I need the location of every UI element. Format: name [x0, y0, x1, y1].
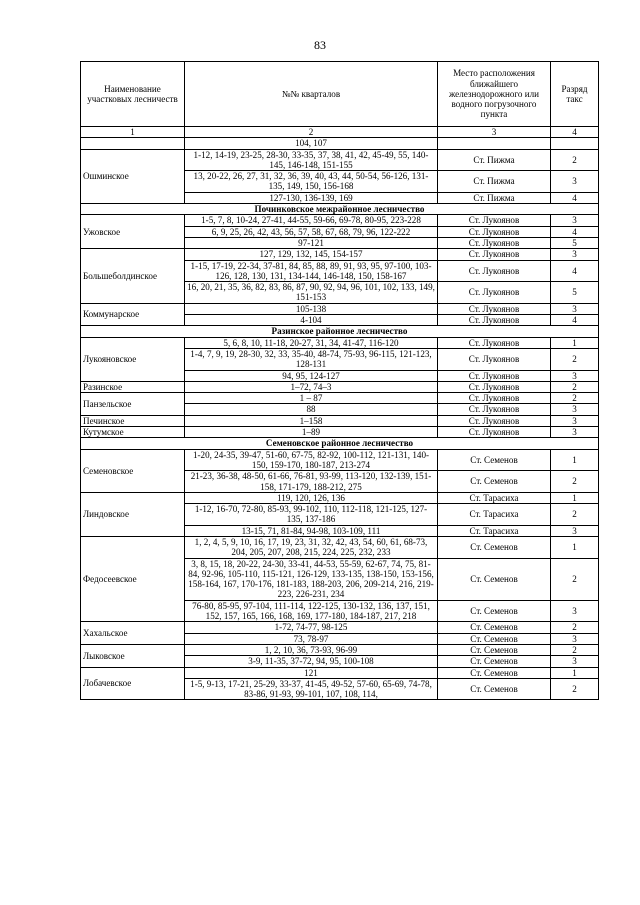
rank-cell: 5	[551, 282, 599, 304]
section-title: Починковское межрайонное лесничество	[81, 204, 599, 215]
table-row	[81, 644, 599, 655]
column-number: 2	[185, 127, 438, 138]
station-cell: Ст. Лукоянов	[438, 393, 551, 404]
quarters-cell: 3, 8, 15, 18, 20-22, 24-30, 33-41, 44-53, 55-59, 62-67, 74, 75, 81-84, 92-96, 105-110, 115-121, 126-129, 133-135, 138-150, 153-156, 158-164, 167, 170-176, 181-183, 188-203, 206, 209-214, 216, 219-223, 226-231, 234	[185, 558, 438, 600]
station-cell: Ст. Лукоянов	[438, 303, 551, 314]
rank-cell: 3	[551, 656, 599, 667]
rank-cell: 1	[551, 337, 599, 348]
station-cell: Ст. Лукоянов	[438, 337, 551, 348]
station-cell: Ст. Семенов	[438, 678, 551, 700]
area-name-cell: Разинское	[81, 381, 185, 392]
station-cell: Ст. Лукоянов	[438, 381, 551, 392]
rank-cell: 1	[551, 492, 599, 503]
section-row	[81, 326, 599, 337]
section-title: Разинское районное лесничество	[81, 326, 599, 337]
rank-cell: 2	[551, 393, 599, 404]
station-cell: Ст. Семенов	[438, 558, 551, 600]
quarters-cell: 121	[185, 667, 438, 678]
area-name-cell: Коммунарское	[81, 303, 185, 326]
area-name-cell: Хахальское	[81, 622, 185, 645]
station-cell: Ст. Лукоянов	[438, 315, 551, 326]
area-name-cell: Семеновское	[81, 449, 185, 492]
station-cell: Ст. Тарасиха	[438, 525, 551, 536]
rank-cell: 3	[551, 249, 599, 260]
rank-cell: 3	[551, 404, 599, 415]
station-cell: Ст. Семенов	[438, 600, 551, 622]
area-name-cell: Печинское	[81, 415, 185, 426]
quarters-cell: 1–72, 74–3	[185, 381, 438, 392]
quarters-cell: 3-9, 11-35, 37-72, 94, 95, 100-108	[185, 656, 438, 667]
quarters-cell: 119, 120, 126, 136	[185, 492, 438, 503]
quarters-cell: 1-12, 16-70, 72-80, 85-93, 99-102, 110, 112-118, 121-125, 127-135, 137-186	[185, 504, 438, 526]
quarters-cell: 94, 95, 124-127	[185, 370, 438, 381]
station-cell: Ст. Лукоянов	[438, 249, 551, 260]
station-cell: Ст. Семенов	[438, 622, 551, 633]
quarters-cell: 88	[185, 404, 438, 415]
station-cell: Ст. Лукоянов	[438, 226, 551, 237]
station-cell: Ст. Пижма	[438, 149, 551, 171]
station-cell: Ст. Пижма	[438, 171, 551, 193]
station-cell: Ст. Лукоянов	[438, 370, 551, 381]
table-row	[81, 415, 599, 426]
quarters-cell: 127, 129, 132, 145, 154-157	[185, 249, 438, 260]
quarters-cell: 1–158	[185, 415, 438, 426]
table-header-row	[81, 62, 599, 127]
area-name-cell: Ошминское	[81, 149, 185, 203]
quarters-cell: 127-130, 136-139, 169	[185, 192, 438, 203]
area-name-cell	[81, 138, 185, 149]
quarters-cell: 1, 2, 4, 5, 9, 10, 16, 17, 19, 23, 31, 32, 42, 43, 54, 60, 61, 68-73, 204, 205, 207, 208, 215, 224, 225, 232, 233	[185, 536, 438, 558]
quarters-cell: 1-20, 24-35, 39-47, 51-60, 67-75, 82-92, 100-112, 121-131, 140-150, 159-170, 180-187, 213-274	[185, 449, 438, 471]
table-row	[81, 622, 599, 633]
area-name-cell: Линдовское	[81, 492, 185, 536]
rank-cell: 3	[551, 633, 599, 644]
quarters-cell: 73, 78-97	[185, 633, 438, 644]
rank-cell: 2	[551, 348, 599, 370]
station-cell: Ст. Лукоянов	[438, 348, 551, 370]
quarters-cell: 4-104	[185, 315, 438, 326]
station-cell: Ст. Лукоянов	[438, 215, 551, 226]
table-row	[81, 667, 599, 678]
quarters-cell: 97-121	[185, 237, 438, 248]
rank-cell: 4	[551, 315, 599, 326]
rank-cell: 3	[551, 427, 599, 438]
quarters-cell: 1-72, 74-77, 98-125	[185, 622, 438, 633]
rank-cell: 5	[551, 237, 599, 248]
table-row	[81, 492, 599, 503]
table-row	[81, 249, 599, 260]
rank-cell: 3	[551, 415, 599, 426]
rank-cell: 3	[551, 215, 599, 226]
area-name-cell: Федосеевское	[81, 536, 185, 621]
column-number: 3	[438, 127, 551, 138]
station-cell: Ст. Семенов	[438, 449, 551, 471]
table-row	[81, 536, 599, 558]
table-row	[81, 138, 599, 149]
quarters-cell: 21-23, 36-38, 48-50, 61-66, 76-81, 93-99, 113-120, 132-139, 151-158, 171-179, 188-212, 275	[185, 471, 438, 493]
rank-cell: 4	[551, 192, 599, 203]
quarters-cell: 1–89	[185, 427, 438, 438]
rank-cell: 3	[551, 600, 599, 622]
table-row	[81, 393, 599, 404]
rank-cell: 1	[551, 449, 599, 471]
page-number: 83	[314, 38, 326, 52]
table-row	[81, 149, 599, 171]
area-name-cell: Ужовское	[81, 215, 185, 249]
station-cell: Ст. Лукоянов	[438, 282, 551, 304]
section-title: Семеновское районное лесничество	[81, 438, 599, 449]
rank-cell: 3	[551, 370, 599, 381]
column-number: 4	[551, 127, 599, 138]
rank-cell: 2	[551, 504, 599, 526]
area-name-cell: Большеболдинское	[81, 249, 185, 303]
station-cell: Ст. Лукоянов	[438, 260, 551, 282]
quarters-cell: 1, 2, 10, 36, 73-93, 96-99	[185, 644, 438, 655]
quarters-cell: 1-12, 14-19, 23-25, 28-30, 33-35, 37, 38, 41, 42, 45-49, 55, 140-145, 146-148, 151-155	[185, 149, 438, 171]
rank-cell	[551, 138, 599, 149]
rank-cell: 3	[551, 303, 599, 314]
station-cell: Ст. Тарасиха	[438, 492, 551, 503]
station-cell: Ст. Лукоянов	[438, 404, 551, 415]
table-row	[81, 215, 599, 226]
rank-cell: 2	[551, 678, 599, 700]
quarters-cell: 16, 20, 21, 35, 36, 82, 83, 86, 87, 90, 92, 94, 96, 101, 102, 133, 149, 151-153	[185, 282, 438, 304]
section-row	[81, 204, 599, 215]
header-area-name: Наименование участковых лесничеств	[81, 62, 185, 127]
station-cell: Ст. Лукоянов	[438, 415, 551, 426]
station-cell: Ст. Семенов	[438, 667, 551, 678]
quarters-cell: 76-80, 85-95, 97-104, 111-114, 122-125, 130-132, 136, 137, 151, 152, 157, 165, 166, 168, 169, 177-180, 184-187, 217, 218	[185, 600, 438, 622]
area-name-cell: Кутумское	[81, 427, 185, 438]
rank-cell: 4	[551, 260, 599, 282]
table-row	[81, 427, 599, 438]
rank-cell: 4	[551, 226, 599, 237]
station-cell: Ст. Семенов	[438, 644, 551, 655]
rank-cell: 2	[551, 644, 599, 655]
station-cell: Ст. Тарасиха	[438, 504, 551, 526]
quarters-cell: 104, 107	[185, 138, 438, 149]
area-name-cell: Лыковское	[81, 644, 185, 667]
station-cell: Ст. Лукоянов	[438, 237, 551, 248]
header-quarters: №№ кварталов	[185, 62, 438, 127]
station-cell: Ст. Семенов	[438, 471, 551, 493]
station-cell	[438, 138, 551, 149]
table-row	[81, 337, 599, 348]
column-number-row	[81, 127, 599, 138]
station-cell: Ст. Пижма	[438, 192, 551, 203]
table-row	[81, 381, 599, 392]
area-name-cell: Лобачевское	[81, 667, 185, 700]
rank-cell: 2	[551, 558, 599, 600]
section-row	[81, 438, 599, 449]
area-name-cell: Лукояновское	[81, 337, 185, 381]
station-cell: Ст. Семенов	[438, 536, 551, 558]
rank-cell: 2	[551, 381, 599, 392]
quarters-cell: 1-5, 9-13, 17-21, 25-29, 33-37, 41-45, 49-52, 57-60, 65-69, 74-78, 83-86, 91-93, 99-101, 107, 108, 114,	[185, 678, 438, 700]
rank-cell: 2	[551, 149, 599, 171]
rank-cell: 3	[551, 525, 599, 536]
area-name-cell: Панзельское	[81, 393, 185, 416]
table-row	[81, 449, 599, 471]
quarters-cell: 5, 6, 8, 10, 11-18, 20-27, 31, 34, 41-47, 116-120	[185, 337, 438, 348]
quarters-table	[80, 61, 599, 700]
header-tax-rank: Разряд такс	[551, 62, 599, 127]
quarters-cell: 6, 9, 25, 26, 42, 43, 56, 57, 58, 67, 68, 79, 96, 122-222	[185, 226, 438, 237]
header-loading-point: Место расположения ближайшего железнодорожного или водного погрузочного пункта	[438, 62, 551, 127]
rank-cell: 2	[551, 622, 599, 633]
quarters-cell: 13, 20-22, 26, 27, 31, 32, 36, 39, 40, 43, 44, 50-54, 56-126, 131-135, 149, 150, 156-168	[185, 171, 438, 193]
column-number: 1	[81, 127, 185, 138]
station-cell: Ст. Семенов	[438, 633, 551, 644]
quarters-cell: 1-5, 7, 8, 10-24, 27-41, 44-55, 59-66, 69-78, 80-95, 223-228	[185, 215, 438, 226]
rank-cell: 2	[551, 471, 599, 493]
station-cell: Ст. Лукоянов	[438, 427, 551, 438]
quarters-cell: 1 – 87	[185, 393, 438, 404]
rank-cell: 3	[551, 171, 599, 193]
quarters-cell: 105-138	[185, 303, 438, 314]
quarters-cell: 1-15, 17-19, 22-34, 37-81, 84, 85, 88, 89, 91, 93, 95, 97-100, 103-126, 128, 130, 131, 134-144, 146-148, 150, 158-167	[185, 260, 438, 282]
station-cell: Ст. Семенов	[438, 656, 551, 667]
quarters-cell: 1-4, 7, 9, 19, 28-30, 32, 33, 35-40, 48-74, 75-93, 96-115, 121-123, 128-131	[185, 348, 438, 370]
rank-cell: 1	[551, 667, 599, 678]
table-row	[81, 303, 599, 314]
rank-cell: 1	[551, 536, 599, 558]
quarters-cell: 13-15, 71, 81-84, 94-98, 103-109, 111	[185, 525, 438, 536]
